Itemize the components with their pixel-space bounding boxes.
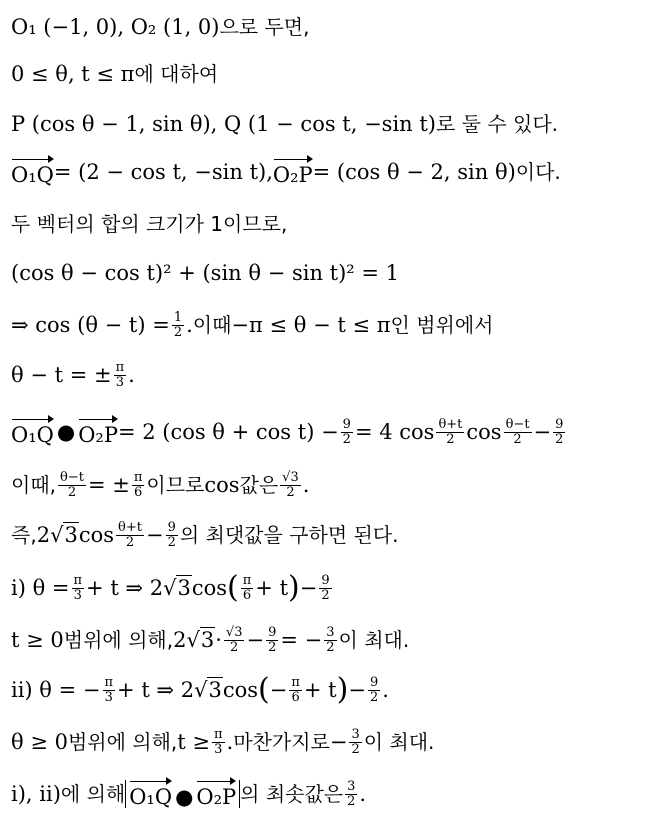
math-text: ii) θ = − (11, 677, 101, 702)
math-text: i), ii) (11, 781, 61, 806)
math-text: − (329, 729, 348, 754)
radical-sign-icon: √ (50, 522, 64, 547)
korean-text: 이 최대. (363, 730, 435, 754)
fraction-denominator: 2 (347, 793, 356, 809)
fraction-numerator: √3 (225, 624, 243, 640)
solution-line-4 (11, 152, 561, 192)
fraction (116, 521, 144, 549)
radicand: 3 (208, 677, 222, 702)
fraction (103, 676, 116, 704)
math-text: − (269, 677, 288, 702)
korean-text: 인 범위에서 (390, 313, 494, 337)
fraction-numerator: 3 (351, 726, 360, 742)
math-text: 0 ≤ θ, t ≤ π (11, 61, 135, 86)
math-text: θ ≥ 0 (11, 729, 68, 754)
large-paren: ( (258, 672, 270, 707)
dot-product-operator: ● (175, 785, 194, 809)
math-text: + t (255, 575, 289, 600)
fraction-numerator: θ−t (60, 469, 84, 485)
fraction-denominator: 2 (173, 324, 183, 340)
large-paren: ) (336, 672, 349, 707)
fraction-numerator: 9 (268, 624, 277, 640)
fraction-numerator: π (242, 572, 252, 588)
math-text: 2 (173, 627, 187, 652)
math-text: · (215, 627, 222, 652)
square-root (186, 627, 215, 652)
fraction-numerator: 9 (321, 572, 330, 588)
radicand: 3 (64, 522, 78, 547)
fraction (504, 418, 532, 446)
fraction-denominator: 2 (286, 484, 295, 500)
korean-text: 범위에 의해, (63, 628, 174, 652)
math-text: ⇒ cos (θ − t) = (11, 312, 170, 337)
fraction-numerator: π (115, 359, 125, 375)
fraction-numerator: 3 (347, 778, 356, 794)
fraction (436, 418, 464, 446)
fraction-numerator: 9 (369, 674, 379, 690)
fraction (72, 574, 85, 602)
fraction (241, 574, 254, 602)
square-root (50, 522, 79, 547)
korean-text: 두 벡터의 합의 크기가 1이므로, (11, 212, 288, 236)
korean-text: 에 대하여 (134, 62, 219, 86)
solution-line-13 (11, 620, 409, 660)
fraction-numerator: 9 (555, 416, 564, 432)
solution-line-3 (11, 104, 558, 144)
math-text: −π ≤ θ − t ≤ π (231, 312, 391, 337)
fraction-denominator: 6 (291, 689, 300, 705)
fraction-denominator: 2 (326, 639, 335, 655)
fraction-numerator: π (104, 674, 114, 690)
radicand: 3 (177, 575, 191, 600)
math-text: − (348, 677, 366, 702)
korean-text: 마찬가지로 (233, 730, 330, 754)
math-text: O₁ (−1, 0), O₂ (1, 0) (11, 14, 220, 39)
fraction (341, 418, 353, 446)
large-paren: ( (227, 570, 239, 605)
korean-text: 로 둘 수 있다. (436, 112, 559, 136)
math-text: t ≥ 0 (11, 627, 64, 652)
vector-v1: O₁Q (11, 418, 54, 446)
fraction (212, 728, 225, 756)
solution-line-14 (11, 670, 389, 710)
solution-line-7 (11, 305, 494, 345)
fraction-denominator: 2 (342, 431, 351, 447)
fraction (553, 418, 565, 446)
fraction-numerator: θ+t (118, 519, 142, 535)
math-text: + t ⇒ 2 (86, 575, 164, 600)
radical-sign-icon: √ (194, 677, 208, 702)
korean-text: 의 최댓값을 구하면 된다. (179, 523, 399, 547)
large-paren: ) (288, 570, 300, 605)
fraction-numerator: √3 (282, 469, 299, 485)
solution-line-9 (11, 412, 567, 452)
fraction (224, 626, 245, 654)
fraction-numerator: 9 (167, 519, 176, 535)
math-text: . (186, 312, 193, 337)
math-text: = (2 − cos t, −sin t), (53, 159, 273, 184)
korean-text: 이다. (515, 160, 561, 184)
fraction-denominator: 2 (513, 431, 522, 447)
math-text: i) θ = (11, 575, 70, 600)
fraction (58, 471, 86, 499)
korean-text: 즉, (11, 523, 37, 547)
korean-text: 의 최솟값은 (240, 782, 344, 806)
vector-v2: O₂P (196, 780, 236, 808)
korean-text: 이 최대. (338, 628, 410, 652)
vector-v2: O₂P (78, 418, 118, 446)
solution-line-11 (11, 515, 399, 555)
vector-v2: O₂P (273, 158, 313, 186)
fraction-denominator: 3 (73, 587, 82, 603)
fraction (132, 471, 145, 499)
math-text: . (359, 781, 367, 806)
math-text: − (533, 419, 552, 444)
fraction (166, 521, 178, 549)
solution-line-6 (11, 253, 399, 293)
radicand: 3 (200, 627, 215, 652)
math-text: = ± (87, 472, 130, 497)
fraction-denominator: 6 (242, 587, 252, 603)
fraction-numerator: π (133, 469, 143, 485)
absolute-value (125, 780, 240, 808)
math-text: . (128, 362, 135, 387)
fraction-numerator: π (73, 572, 83, 588)
solution-line-15 (11, 722, 434, 762)
math-text: − (299, 575, 318, 600)
fraction-denominator: 2 (125, 534, 135, 550)
math-text: = − (280, 627, 323, 652)
fraction (324, 626, 336, 654)
math-text: − (246, 627, 265, 652)
math-text: cos (204, 472, 240, 497)
korean-text: 이때 (192, 313, 232, 337)
korean-text: 으로 두면, (219, 15, 310, 39)
fraction (319, 574, 331, 602)
math-text: cos (78, 522, 115, 547)
vector-v1: O₁Q (11, 158, 54, 186)
dot-product-operator: ● (56, 419, 76, 444)
fraction-denominator: 3 (214, 741, 223, 757)
fraction (289, 676, 302, 704)
fraction (349, 728, 361, 756)
math-text: . (302, 472, 310, 497)
fraction (114, 361, 127, 389)
math-text: cos (191, 575, 228, 600)
fraction-numerator: 9 (342, 416, 351, 432)
fraction-denominator: 6 (133, 484, 143, 500)
fraction-numerator: π (291, 674, 300, 690)
math-text: θ − t = ± (11, 362, 112, 387)
solution-line-16 (11, 774, 366, 814)
fraction-denominator: 2 (268, 639, 277, 655)
fraction (266, 626, 278, 654)
fraction (345, 780, 357, 808)
radical-sign-icon: √ (163, 575, 177, 600)
fraction-numerator: 3 (326, 624, 335, 640)
korean-text: 이므로 (146, 473, 205, 497)
solution-line-1 (11, 7, 309, 47)
fraction-numerator: θ+t (438, 416, 463, 432)
math-text: cos (466, 419, 502, 444)
math-text: − (145, 522, 164, 547)
fraction-denominator: 2 (321, 587, 330, 603)
fraction-denominator: 2 (351, 741, 360, 757)
fraction-numerator: θ−t (505, 416, 530, 432)
fraction-denominator: 3 (104, 689, 113, 705)
fraction-denominator: 3 (115, 374, 124, 390)
math-text: P (cos θ − 1, sin θ), Q (1 − cos t, −sin t) (11, 111, 436, 136)
math-text: + t (303, 677, 337, 702)
korean-text: 이때, (11, 473, 56, 497)
square-root (163, 575, 192, 600)
fraction-denominator: 2 (67, 484, 77, 500)
fraction (368, 676, 380, 704)
radical-sign-icon: √ (186, 627, 200, 652)
korean-text: 에 의해 (60, 782, 126, 806)
vector-v1: O₁Q (129, 780, 172, 808)
fraction-numerator: π (214, 726, 223, 742)
math-text: 2 (36, 522, 51, 547)
korean-text: 범위에 의해, (67, 730, 178, 754)
solution-line-10 (11, 465, 309, 505)
math-text: = 2 (cos θ + cos t) − (117, 419, 339, 444)
solution-line-12 (11, 568, 334, 608)
math-text: (cos θ − cos t)² + (sin θ − sin t)² = 1 (11, 260, 400, 285)
fraction-denominator: 2 (446, 431, 455, 447)
fraction (172, 311, 184, 339)
korean-text: 값은 (239, 473, 279, 497)
math-text: cos (222, 677, 259, 702)
solution-line-5 (11, 204, 287, 244)
fraction (280, 471, 301, 499)
square-root (194, 677, 223, 702)
math-text: t ≥ (177, 729, 210, 754)
math-text: + t ⇒ 2 (117, 677, 195, 702)
fraction-denominator: 2 (369, 689, 379, 705)
fraction-denominator: 2 (230, 639, 239, 655)
solution-line-2 (11, 54, 218, 94)
math-text: = 4 cos (354, 419, 435, 444)
math-text: = (cos θ − 2, sin θ) (312, 159, 516, 184)
fraction-denominator: 2 (555, 431, 564, 447)
solution-line-8 (11, 355, 135, 395)
fraction-denominator: 2 (167, 534, 176, 550)
math-text: . (226, 729, 234, 754)
math-text: . (382, 677, 389, 702)
fraction-numerator: 1 (173, 309, 183, 325)
